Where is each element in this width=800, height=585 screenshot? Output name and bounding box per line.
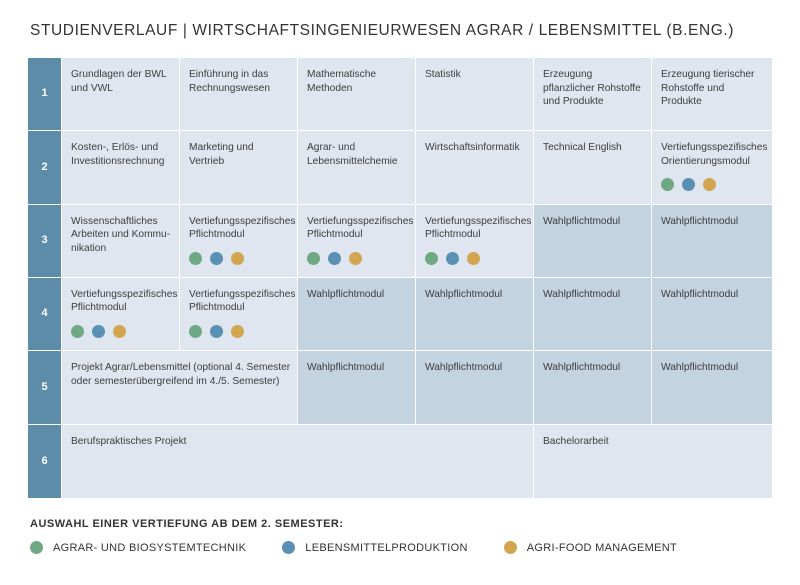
module-cell: Wissenschaftliches Arbeiten und Kommu-nikation: [62, 205, 180, 278]
track-dot-lebensmittel: [446, 252, 459, 265]
legend-title: AUSWAHL EINER VERTIEFUNG AB DEM 2. SEMESTER:: [30, 518, 344, 530]
track-dots: [189, 252, 291, 265]
semester-label: 6: [28, 425, 62, 498]
legend-dot-green: [30, 541, 43, 554]
module-cell-with-tracks: [652, 131, 772, 204]
semester-label: 1: [28, 58, 62, 131]
track-dot-agrifood: [703, 178, 716, 191]
elective-cell: Wahlpflichtmodul: [652, 351, 772, 424]
module-cell: Wirtschaftsinformatik: [416, 131, 534, 204]
module-cell-with-tracks: [180, 205, 298, 278]
track-dot-lebensmittel: [328, 252, 341, 265]
track-dot-lebensmittel: [682, 178, 695, 191]
semester-label: 2: [28, 131, 62, 204]
legend-item-agrifood: [504, 541, 677, 554]
track-dot-agrar: [425, 252, 438, 265]
study-plan-grid: [28, 58, 772, 498]
module-cell-with-tracks: [298, 205, 416, 278]
track-dot-agrar: [189, 252, 202, 265]
module-cell-with-tracks: [416, 205, 534, 278]
track-dots: [189, 325, 291, 338]
module-cell: Statistik: [416, 58, 534, 131]
module-label: Vertiefungsspezifisches Orientierungsmodul: [661, 142, 768, 167]
track-dot-agrifood: [231, 252, 244, 265]
module-cell: Erzeugung pflanzlicher Rohstoffe und Produkte: [534, 58, 652, 131]
elective-cell: Wahlpflichtmodul: [416, 351, 534, 424]
module-cell: Mathematische Methoden: [298, 58, 416, 131]
elective-cell: Wahlpflichtmodul: [416, 278, 534, 351]
track-dots: [661, 178, 766, 191]
module-label: Vertiefungsspezifisches Pflichtmodul: [425, 215, 532, 241]
bachelor-thesis-cell: Bachelorarbeit: [534, 425, 772, 498]
legend-label: AGRAR- UND BIOSYSTEMTECHNIK: [53, 541, 247, 554]
module-cell: Einführung in das Rechnungswesen: [180, 58, 298, 131]
elective-cell: Wahlpflichtmodul: [534, 205, 652, 278]
semester-label: 5: [28, 351, 62, 424]
track-dot-agrar: [189, 325, 202, 338]
elective-cell: Wahlpflichtmodul: [652, 205, 772, 278]
track-dot-agrifood: [113, 325, 126, 338]
track-dots: [71, 325, 173, 338]
module-label: Vertiefungsspezifisches Pflichtmodul: [189, 288, 296, 314]
legend: [30, 541, 713, 554]
track-dot-agrar: [661, 178, 674, 191]
elective-cell: Wahlpflichtmodul: [298, 278, 416, 351]
track-dot-lebensmittel: [92, 325, 105, 338]
module-cell-with-tracks: [180, 278, 298, 351]
semester-label: 4: [28, 278, 62, 351]
module-cell: Grundlagen der BWL und VWL: [62, 58, 180, 131]
elective-cell: Wahlpflichtmodul: [534, 278, 652, 351]
track-dot-agrifood: [349, 252, 362, 265]
module-label: Vertiefungsspezifisches Pflichtmodul: [189, 215, 296, 241]
legend-label: LEBENSMITTELPRODUKTION: [305, 541, 468, 554]
track-dot-lebensmittel: [210, 325, 223, 338]
legend-item-agrar: [30, 541, 246, 554]
elective-cell: Wahlpflichtmodul: [652, 278, 772, 351]
page-title: STUDIENVERLAUF | WIRTSCHAFTSINGENIEURWESEN AGRAR / LEBENSMITTEL (B.ENG.): [30, 22, 735, 39]
module-label: Vertiefungsspezifisches Pflichtmodul: [71, 288, 178, 314]
track-dot-agrar: [307, 252, 320, 265]
module-cell-with-tracks: [62, 278, 180, 351]
module-cell: Kosten-, Erlös- und Investitionsrechnung: [62, 131, 180, 204]
project-cell: Projekt Agrar/Lebensmittel (optional 4. Semester oder semesterübergreifend im 4./5. Semester): [62, 351, 298, 424]
module-cell: Technical English: [534, 131, 652, 204]
elective-cell: Wahlpflichtmodul: [298, 351, 416, 424]
track-dot-agrifood: [231, 325, 244, 338]
track-dot-agrifood: [467, 252, 480, 265]
legend-dot-gold: [504, 541, 517, 554]
module-cell: Marketing und Vertrieb: [180, 131, 298, 204]
legend-dot-blue: [282, 541, 295, 554]
legend-item-lebensmittel: [282, 541, 467, 554]
semester-label: 3: [28, 205, 62, 278]
track-dots: [425, 252, 527, 265]
track-dot-agrar: [71, 325, 84, 338]
practical-project-cell: Berufspraktisches Projekt: [62, 425, 534, 498]
legend-label: AGRI-FOOD MANAGEMENT: [526, 541, 677, 554]
elective-cell: Wahlpflichtmodul: [534, 351, 652, 424]
track-dots: [307, 252, 409, 265]
track-dot-lebensmittel: [210, 252, 223, 265]
module-cell: Agrar- und Lebensmittelchemie: [298, 131, 416, 204]
module-cell: Erzeugung tierischer Rohstoffe und Produkte: [652, 58, 772, 131]
module-label: Vertiefungsspezifisches Pflichtmodul: [307, 215, 414, 241]
